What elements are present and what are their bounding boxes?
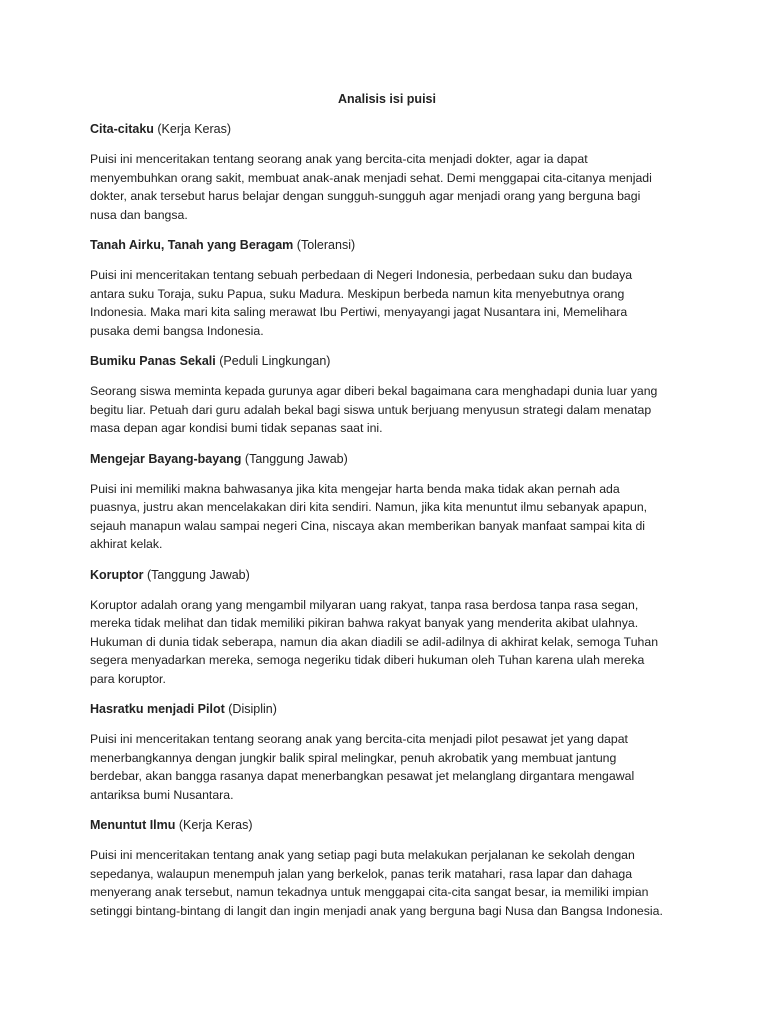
section-heading [90,450,684,468]
poem-title: Tanah Airku, Tanah yang Beragam [90,238,294,252]
poem-title: Mengejar Bayang-bayang [90,451,242,466]
section-body: Puisi ini menceritakan tentang seorang anak yang bercita-cita menjadi pilot pesawat jet yang dapat menerbangkannya dengan jungkir balik spiral melingkar, penuh akrobatik yang membuat jantung berdebar, akan bangga rasanya dapat menerbangkan pesawat jet melanglang dirgantara mengawal antariksa bumi Nusantara. [90,732,635,802]
section-mengejar-bayang-bayang [90,450,684,554]
poem-theme: (Tanggung Jawab) [244,451,348,466]
poem-title: Cita-citaku [90,122,154,136]
section-tanah-airku [90,236,684,340]
poem-title: Menuntut Ilmu [90,818,176,832]
section-body: Puisi ini memiliki makna bahwasanya jika kita mengejar harta benda maka tidak akan pernah ada puasnya, justru akan mencelakakan diri kita sendiri. Namun, jika kita menuntut ilmu sebanyak apapun, sejauh manapun walau sampai negeri Cina, niscaya akan memberikan banyak manfaat sampai kita di akhirat kelak. [90,481,648,551]
section-body: Koruptor adalah orang yang mengambil milyaran uang rakyat, tanpa rasa berdosa tanpa rasa segan, mereka tidak melihat dan tidak memiliki pikiran bahwa rakyat banyak yang menderita akibat ulahnya. Hukuman di dunia tidak seberapa, namun dia akan diadili se adil-adilnya di akhirat kelak, semoga Tuhan segera menyadarkan mereka, semoga negeriku tidak diberi hukuman oleh Tuhan karena ulah mereka para koruptor. [90,597,659,686]
section-body: Puisi ini menceritakan tentang seorang anak yang bercita-cita menjadi dokter, agar ia dapat menyembuhkan orang sakit, membuat anak-anak menjadi sehat. Demi menggapai cita-citanya menjadi dokter, anak tersebut harus belajar dengan sungguh-sungguh agar menjadi orang yang berguna bagi nusa dan bangsa. [90,152,652,222]
section-cita-citaku [90,120,684,224]
poem-title: Hasratku menjadi Pilot [90,702,225,716]
section-heading [90,120,684,138]
poem-theme: (Peduli Lingkungan) [219,354,331,368]
section-bumiku-panas-sekali [90,352,684,438]
poem-theme: (Toleransi) [296,238,356,252]
section-heading [90,700,684,718]
poem-theme: (Kerja Keras) [178,818,253,832]
section-body: Seorang siswa meminta kepada gurunya agar diberi bekal bagaimana cara menghadapi dunia luar yang begitu liar. Petuah dari guru adalah bekal bagi siswa untuk berjuang menyusun strategi dalam menatap masa depan agar kondisi bumi tidak sepanas saat ini. [90,384,658,435]
poem-theme: (Disiplin) [228,702,277,716]
section-koruptor [90,566,684,689]
section-body: Puisi ini menceritakan tentang sebuah perbedaan di Negeri Indonesia, perbedaan suku dan budaya antara suku Toraja, suku Papua, suku Madura. Meskipun berbeda namun kita menyebutnya orang Indonesia. Maka mari kita saling merawat Ibu Pertiwi, menyayangi jagat Nusantara ini, Memelihara pusaka demi bangsa Indonesia. [90,268,633,338]
poem-title: Koruptor [90,567,144,582]
document-page [90,90,684,932]
section-menuntut-ilmu [90,816,684,920]
section-heading [90,566,684,584]
section-body: Puisi ini menceritakan tentang anak yang setiap pagi buta melakukan perjalanan ke sekolah dengan sepedanya, walaupun menempuh jalan yang berkelok, panas terik matahari, rasa lapar dan dahaga menyerang anak tersebut, namun tekadnya untuk menggapai cita-cita sangat besar, ia memiliki impian setinggi bintang-bintang di langit dan ingin menjadi anak yang berguna bagi Nusa dan Bangsa Indonesia. [90,848,663,918]
section-hasratku-menjadi-pilot [90,700,684,804]
poem-theme: (Kerja Keras) [157,122,232,136]
section-heading [90,816,684,834]
poem-title: Bumiku Panas Sekali [90,354,216,368]
poem-theme: (Tanggung Jawab) [146,567,250,582]
document-title: Analisis isi puisi [338,92,436,106]
section-heading [90,236,684,254]
section-heading [90,352,684,370]
